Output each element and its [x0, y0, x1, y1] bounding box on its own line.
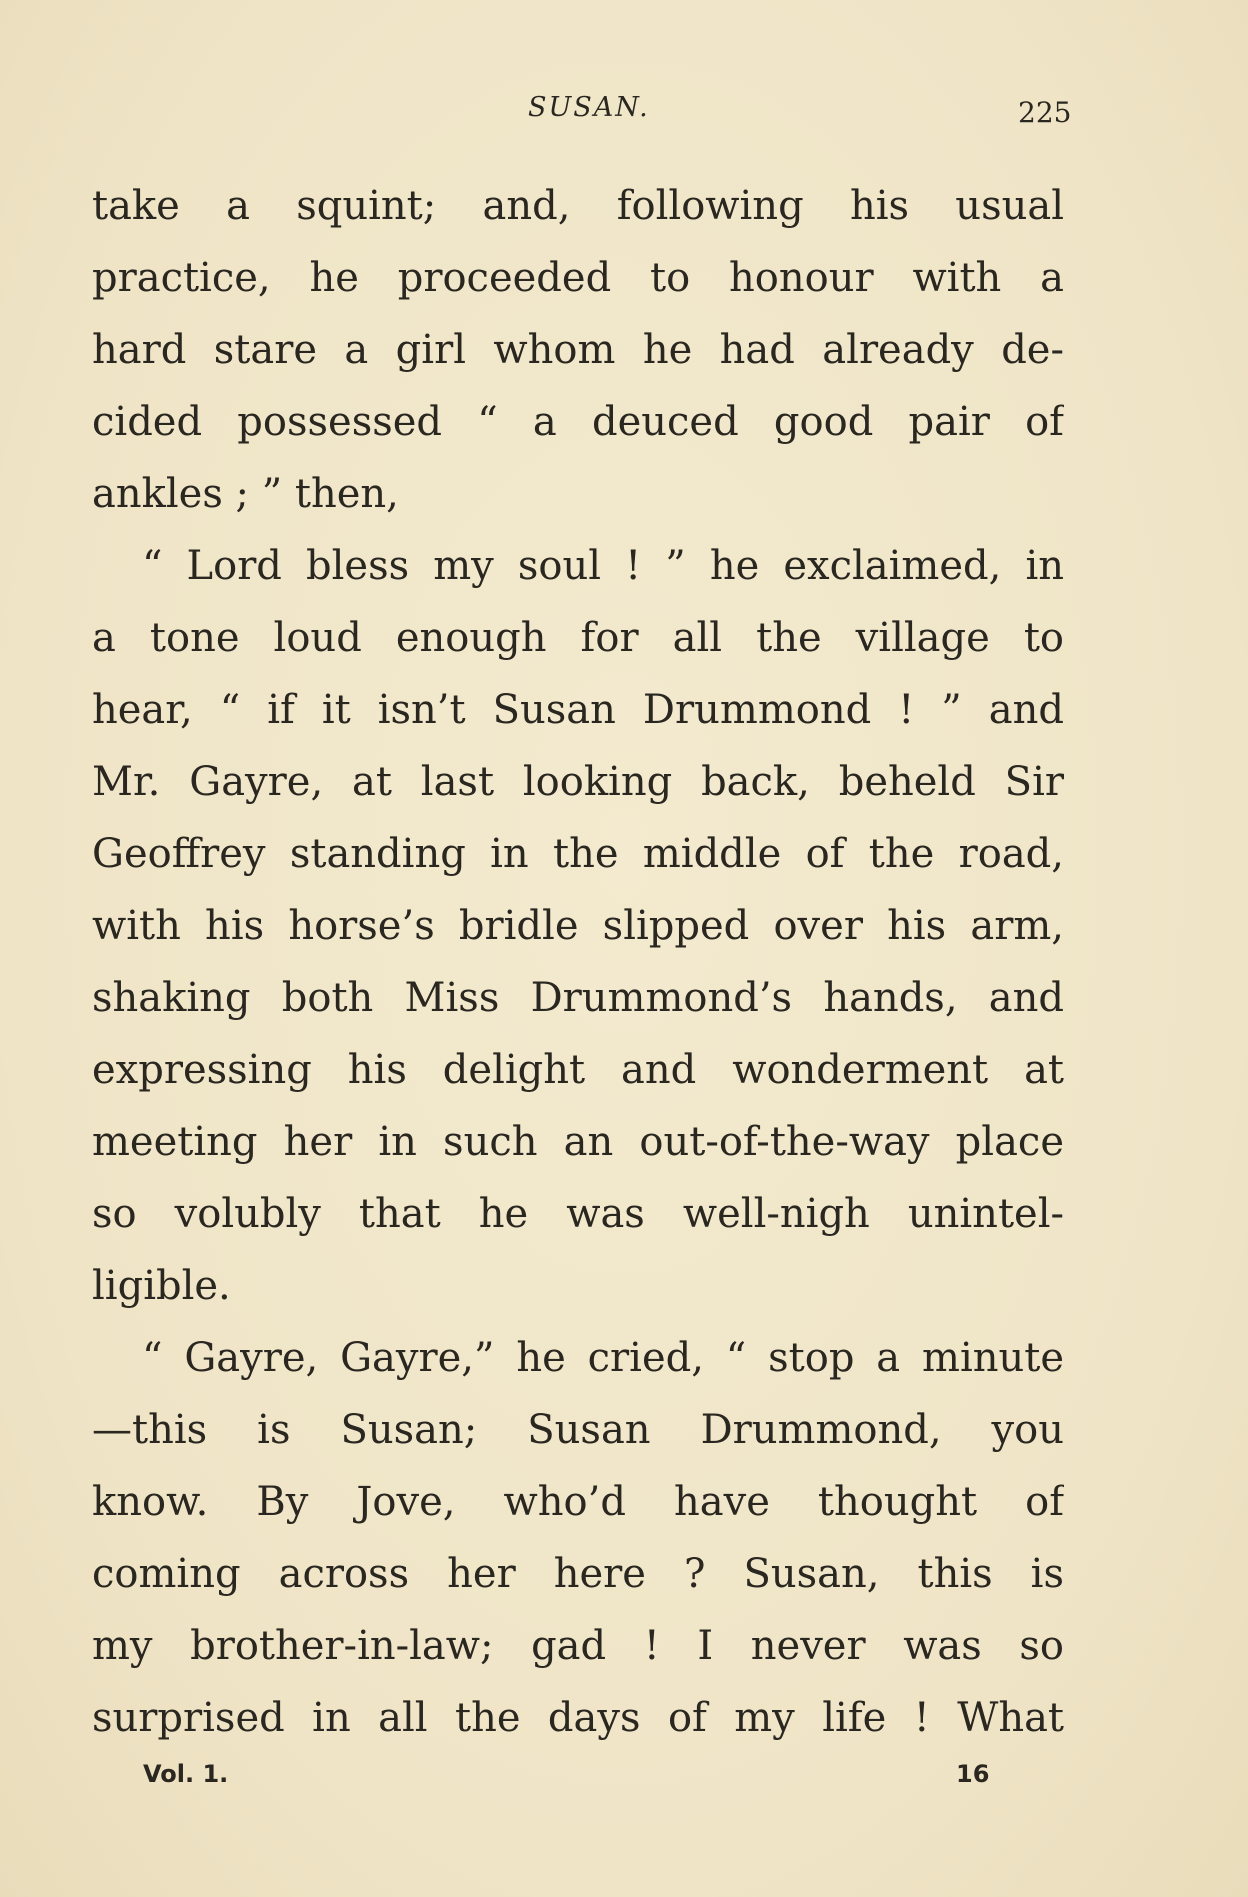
text-line: know. By Jove, who’d have thought of	[92, 1479, 1064, 1525]
text-line: —this is Susan; Susan Drummond, you	[92, 1407, 1064, 1453]
text-line: ankles ; ” then,	[92, 471, 399, 517]
volume-mark: Vol. 1.	[143, 1760, 229, 1788]
text-line: hard stare a girl whom he had already de-	[92, 327, 1064, 373]
text-line: ligible.	[92, 1263, 231, 1309]
text-line: practice, he proceeded to honour with a	[92, 255, 1064, 301]
text-line: hear, “ if it isn’t Susan Drummond ! ” and	[92, 687, 1064, 733]
text-line: my brother-in-law; gad ! I never was so	[92, 1623, 1064, 1669]
text-line: so volubly that he was well-nigh unintel-	[92, 1191, 1064, 1237]
text-line: take a squint; and, following his usual	[92, 183, 1064, 229]
text-line: meeting her in such an out-of-the-way place	[92, 1119, 1064, 1165]
signature-mark: 16	[956, 1760, 990, 1788]
text-line: Geoffrey standing in the middle of the road,	[92, 831, 1064, 877]
text-line: expressing his delight and wonderment at	[92, 1047, 1064, 1093]
text-line: a tone loud enough for all the village to	[92, 615, 1064, 661]
body-text	[92, 170, 1064, 1754]
text-line: shaking both Miss Drummond’s hands, and	[92, 975, 1064, 1021]
running-title: SUSAN.	[528, 92, 650, 123]
running-head	[0, 92, 1248, 132]
text-line: coming across her here ? Susan, this is	[92, 1551, 1064, 1597]
text-line: “ Gayre, Gayre,” he cried, “ stop a minute	[142, 1335, 1064, 1381]
page-number: 225	[1018, 96, 1072, 129]
text-line: surprised in all the days of my life ! What	[92, 1695, 1064, 1741]
text-line: Mr. Gayre, at last looking back, beheld Sir	[92, 759, 1064, 805]
page-footer	[0, 1760, 1248, 1800]
text-line: with his horse’s bridle slipped over his arm,	[92, 903, 1064, 949]
text-line: cided possessed “ a deuced good pair of	[92, 399, 1064, 445]
text-line: “ Lord bless my soul ! ” he exclaimed, in	[142, 543, 1064, 589]
